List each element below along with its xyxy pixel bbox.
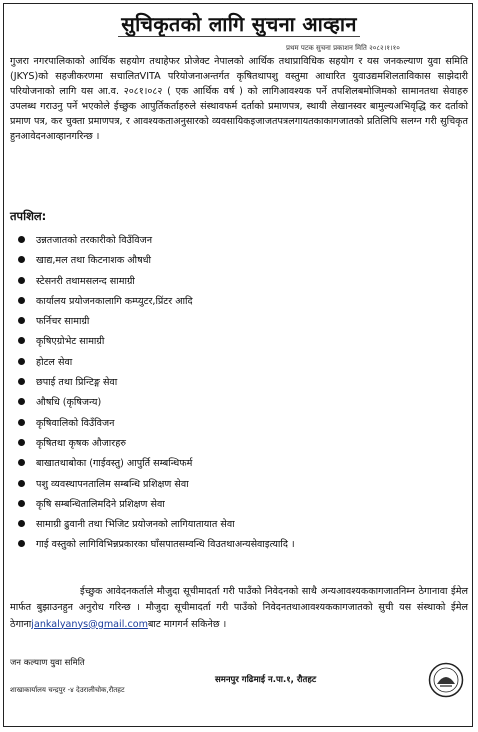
item-text: होटल सेवा — [36, 356, 73, 368]
list-item — [18, 518, 458, 538]
list-item — [18, 295, 458, 315]
bullet-icon — [18, 256, 25, 263]
list-item — [18, 335, 458, 355]
list-item — [18, 437, 458, 457]
list-item — [18, 315, 458, 335]
bullet-icon — [18, 480, 25, 487]
bullet-icon — [18, 459, 25, 466]
bullet-icon — [18, 277, 25, 284]
item-text: स्टेसनरी तथामसलन्द सामाग्री — [36, 275, 135, 287]
item-text: कृषिएग्रोभेट सामाग्री — [36, 336, 105, 348]
list-item — [18, 396, 458, 416]
bullet-icon — [18, 419, 25, 426]
bullet-icon — [18, 378, 25, 385]
list-item — [18, 234, 458, 254]
bullet-icon — [18, 358, 25, 365]
email-link[interactable]: jankalyanys@gmail.com — [31, 618, 148, 630]
bullet-icon — [18, 398, 25, 405]
list-item — [18, 478, 458, 498]
publication-date: प्रथम पटक सुचना प्रकाशन मिति २०८२।१।१० — [286, 44, 400, 52]
item-text: कृषिवालिको विउँविजन — [36, 417, 115, 429]
bullet-icon — [18, 236, 25, 243]
list-item — [18, 457, 458, 477]
item-text: छपाई तथा प्रिन्टिङ्ग सेवा — [36, 377, 118, 389]
list-item — [18, 275, 458, 295]
main-office-address: समनपुर गढिमाई न.पा.१, रौतहट — [215, 675, 317, 685]
organization-seal-icon — [428, 662, 464, 698]
closing-text: ईच्छुक आवेदनकर्ताले मौजुदा सूचीमादर्ता गरी पाउँको निवेदनको साथै अन्यआवश्यककागजातनिम्न ठेगानावा ईमेल मार्फत बुझाउनहुन अनुरोध गरिन्छ । मौजुदा सूचीमादर्ता गरी पाउँको निवेदनतथाआवश्यककागजातको सुची यस संस्थाको ईमेल ठेगाना — [10, 586, 468, 630]
bullet-icon — [18, 540, 25, 547]
item-text: कार्यालय प्रयोजनकालागि कम्प्युटर,प्रिंटर आदि — [36, 295, 193, 307]
bullet-icon — [18, 439, 25, 446]
bullet-icon — [18, 317, 25, 324]
list-item — [18, 376, 458, 396]
details-list — [18, 234, 458, 559]
item-text: पशु व्यवस्थापनतालिम सम्बन्धि प्रशिक्षण सेवा — [36, 478, 189, 490]
item-text: फर्निचर सामाग्री — [36, 316, 90, 328]
bullet-icon — [18, 297, 25, 304]
item-text: औषधि (कृषिजन्य) — [36, 397, 102, 409]
list-item — [18, 538, 458, 558]
bullet-icon — [18, 520, 25, 527]
list-item — [18, 356, 458, 376]
branch-office-address: शाखाकार्यालय चन्द्रपुर -४ देउरालीचोक,रौतहट — [10, 686, 125, 694]
list-item — [18, 417, 458, 437]
details-heading: तपशिल: — [10, 209, 47, 223]
item-text: बाखातथाबोका (गाईवस्तु) आपुर्ति सम्बन्धिफर्म — [36, 458, 193, 470]
item-text: उन्नतजातको तरकारीको विउँविजन — [36, 235, 153, 246]
item-text: सामाग्री ढुवानी तथा भिजिट प्रयोजनको लागियातायात सेवा — [36, 519, 235, 531]
item-text: कृषि सम्बन्धितालिमदिने प्रशिक्षण सेवा — [36, 498, 165, 510]
item-text: खाद्य,मल तथा किटनाशक औषधी — [36, 255, 152, 267]
bullet-icon — [18, 500, 25, 507]
list-item — [18, 498, 458, 518]
notice-title: सुचिकृतको लागि सुचना आव्हान — [121, 12, 357, 36]
organization-name: जन कल्याण युवा समिति — [10, 658, 85, 668]
closing-paragraph — [10, 584, 468, 633]
item-text: गाई वस्तुको लागिविभिन्नप्रकारका घाँसपातसम्वन्धि विउतथाअन्यसेवाइत्यादि । — [36, 539, 295, 551]
list-item — [18, 254, 458, 274]
closing-text-end: बाट मागगर्न सकिनेछ । — [147, 618, 227, 630]
item-text: कृषितथा कृषक औजारहरु — [36, 437, 127, 449]
bullet-icon — [18, 337, 25, 344]
intro-paragraph: गुजरा नगरपालिकाको आर्थिक सहयोग तथाहेफर प्रोजेक्ट नेपालको आर्थिक तथाप्राविधिक सहयोग र यस जनकल्याण युवा समिति (JKYS)को सहजीकरणमा सचालितVITA परियोजनाअन्तर्गत कृषितथापशु वस्तुमा आधारित युवाउद्यमशिलताविकास साझेदारी परियोजनाको लागि यस आ.व. २०८१।०८२ ( एक आर्थिक वर्ष ) को लागिआवश्यक पर्ने तपशिलबमोजिमको सामानतथा सेवाहरु उपलब्ध गराउनु पर्ने भएकोले ईच्छुक आपुर्तिकर्ताहरुले संस्थावफर्म दर्ताको प्रमाणपत्र, स्थायी लेखानस्वर बामुल्यअभिवृद्धि कर दर्ताको प्रमाण पत्र, कर चुक्ता प्रमाणपत्र, र आवश्यकताअनुसारको व्यवसायिकइजाजतपत्रलगायतकाकागजातको प्रतिलिपि सलग्न गरी सुचिकृत हुनआवेदनआव्हानगरिन्छ । — [10, 56, 468, 143]
title-underline — [118, 36, 360, 37]
